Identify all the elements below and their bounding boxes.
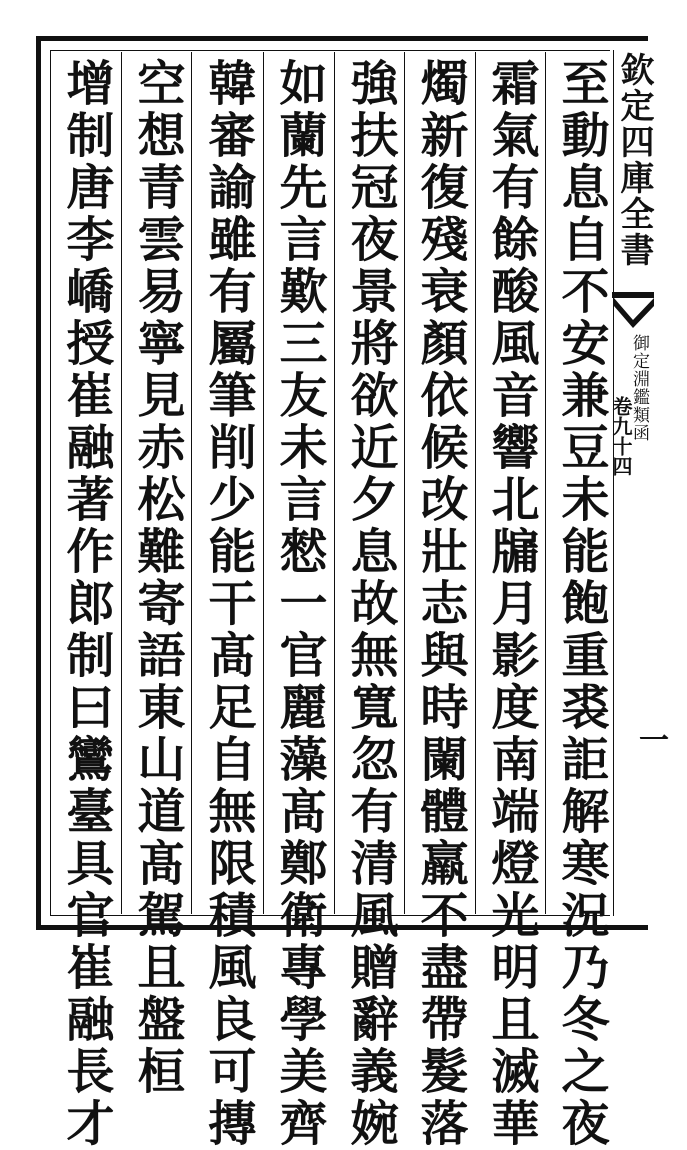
column-rule xyxy=(545,52,546,914)
column-rule xyxy=(191,52,192,914)
volume-number: 卷九十四 xyxy=(609,396,633,476)
column-rule xyxy=(475,52,476,914)
column-rule xyxy=(404,52,405,914)
book-subtitle: 御定淵鑑類函 xyxy=(629,334,649,442)
collection-title: 欽定四庫全書 xyxy=(614,52,654,268)
column-rule xyxy=(263,52,264,914)
text-column-8: 增制唐李嶠授崔融著作郎制曰鸞臺具官崔融長才 xyxy=(58,58,114,1150)
column-rule xyxy=(121,52,122,914)
text-column-1: 至動息自不安兼豆未能飽重裘詎解寒況乃冬之夜 xyxy=(553,58,609,1150)
text-column-4: 強扶冠夜景將欲近夕息故無寬忽有清風贈辭義婉 xyxy=(342,58,398,1150)
text-column-3: 燭新復殘衰顏依候改壯志與時闌體羸不盡帶髮落 xyxy=(412,58,468,1150)
text-column-6: 韓審諭雖有屬筆削少能干髙足自無限積風良可摶 xyxy=(200,58,256,1150)
text-column-7: 空想青雲易寧見赤松難寄語東山道髙駕且盤桓 xyxy=(129,58,185,1098)
text-column-5: 如蘭先言歎三友未言憖一官麗藻髙鄭衛專學美齊 xyxy=(271,58,327,1150)
fish-tail-mark-icon xyxy=(612,292,654,332)
text-column-2: 霜氣有餘酸風音響北牖月影度南端燈光明且滅華 xyxy=(483,58,539,1150)
edge-fragment: 一 xyxy=(633,724,668,754)
column-rule xyxy=(334,52,335,914)
